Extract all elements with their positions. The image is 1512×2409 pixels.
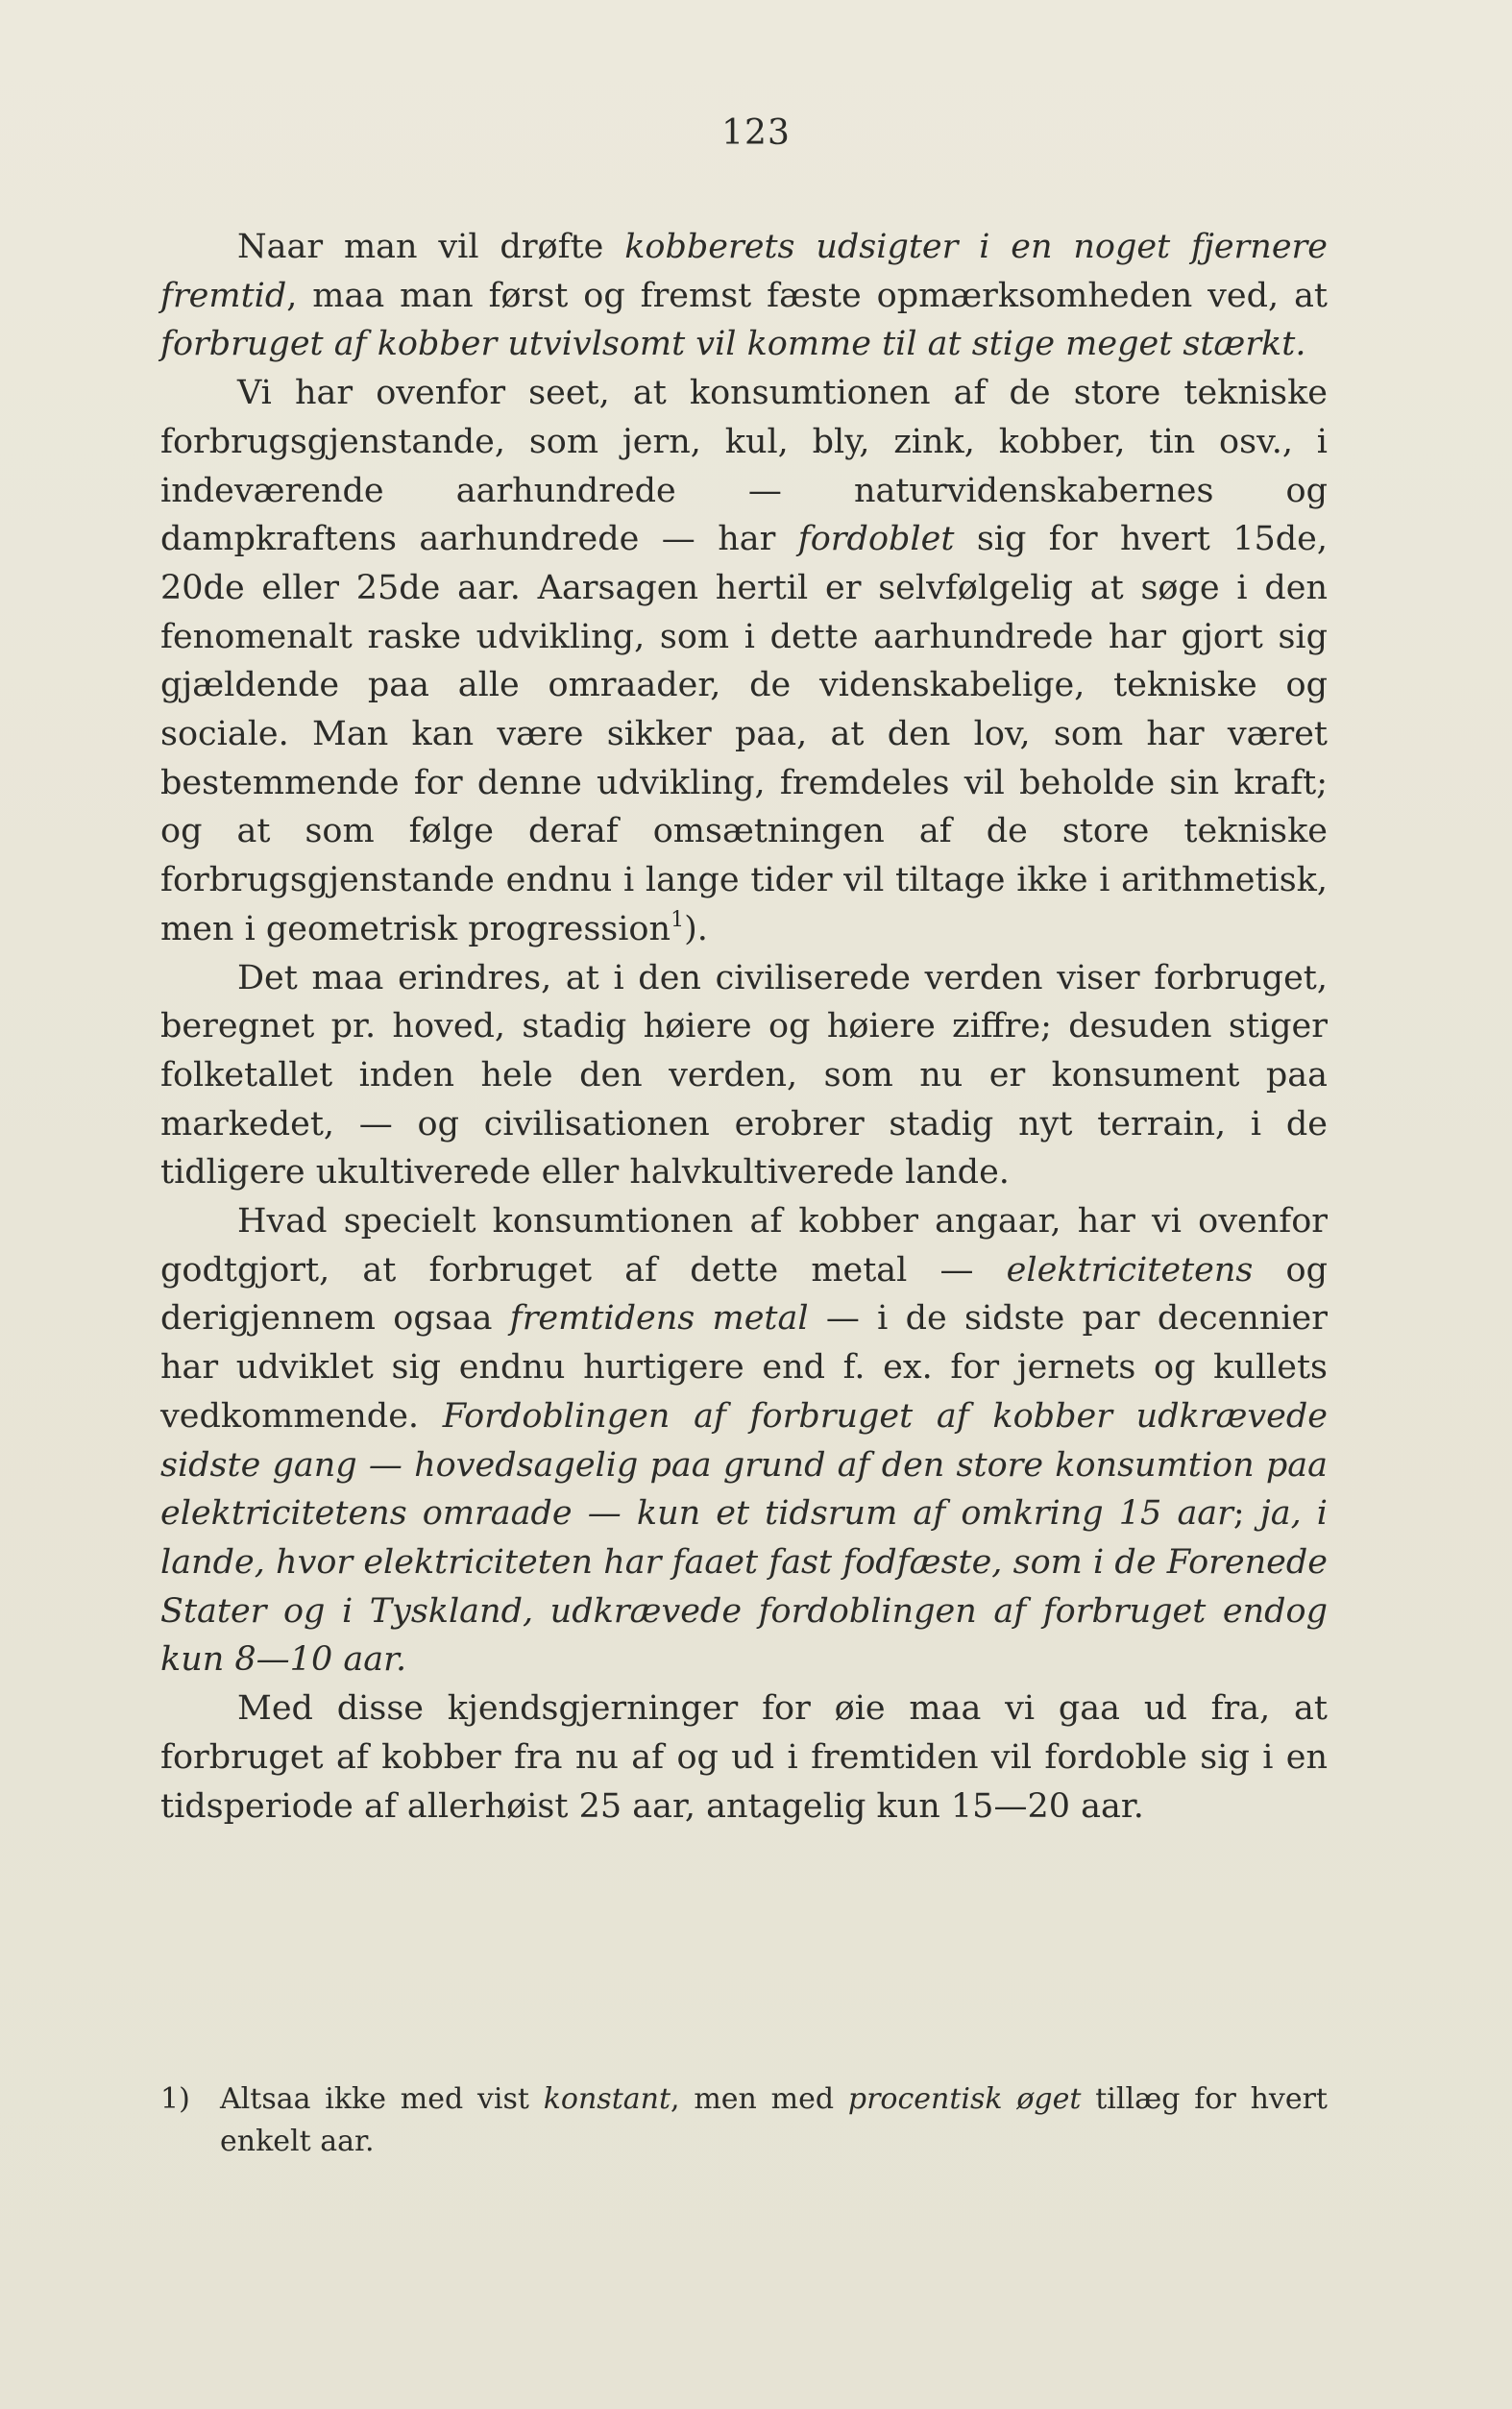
text-run: Det maa erindres, at i den civiliserede verden viser forbruget, beregnet pr. hoved, stadig høiere og høiere ziffre; desuden stiger folketallet inden hele den verden, som nu er konsument paa markedet, — og civilisationen erobrer stadig nyt terrain, i de tidligere ukultiverede eller halvkultiverede lande. [160,958,1328,1192]
text-run: og derigjennem ogsaa [160,1250,1328,1339]
footnote-marker: 1) [160,2082,190,2116]
paragraph [160,369,1328,953]
italic-text-run: fremtidens metal [509,1299,809,1339]
italic-text-run: Fordoblingen af forbruget af kobber udkrævede sidste gang — hovedsagelig paa grund af den store konsumtion paa elektricitetens omraade — kun et tidsrum af omkring 15 aar [160,1396,1328,1534]
text-run: Hvad specielt konsumtionen af kobber angaar, har vi ovenfor godtgjort, at forbruget af dette metal — [160,1202,1328,1290]
paragraph [160,223,1328,369]
italic-text-run: konstant [543,2082,671,2116]
text-run: ). [684,909,708,948]
italic-text-run: ja, i lande, hvor elektriciteten har faaet fast fodfæste, som i de Forenede Stater og i Tyskland, udkrævede fordoblingen af forbruget endog kun 8—10 aar. [160,1494,1329,1680]
text-run: sig for hvert 15de, 20de eller 25de aar. Aarsagen hertil er selvfølgelig at søge i den fenomenalt raske udvikling, som i dette aarhundrede har gjort sig gjældende paa alle omraader, de videnskabelige, tekniske og sociale. Man kan være sikker paa, at den lov, som har været bestemmende for denne udvikling, fremdeles vil beholde sin kraft; og at som følge deraf omsætningen af de store tekniske forbrugsgjenstande endnu i lange tider vil tiltage ikke i arithmetisk, men i geometrisk progression [160,520,1328,948]
main-text [160,223,1328,1831]
text-run: tillæg for hvert enkelt aar. [220,2082,1328,2158]
text-run: ; [1232,1494,1260,1534]
footnotes [160,2078,1328,2163]
text-run: Altsaa ikke med vist [220,2082,544,2116]
italic-text-run: kobberets udsigter i en noget fjernere fremtid [160,228,1328,315]
italic-text-run: forbruget af kobber utvivlsomt vil komme til at stige meget stærkt. [160,325,1306,364]
text-run: , maa man først og fremst fæste opmærksomheden ved, at [286,276,1328,315]
footnote-reference: 1 [671,907,685,932]
text-run: Med disse kjendsgjerninger for øie maa vi gaa ud fra, at forbruget af kobber fra nu af og ud i fremtiden vil fordoble sig i en tidsperiode af allerhøist 25 aar, antagelig kun 15—20 aar. [160,1689,1328,1826]
italic-text-run: elektricitetens [1006,1250,1254,1290]
page-number: 123 [721,113,791,153]
text-run: Vi har ovenfor seet, at konsumtionen af de store tekniske forbrugsgjenstande, som jern, kul, bly, zink, kobber, tin osv., i indeværende aarhundrede — naturvidenskabernes og dampkraftens aarhundrede — har [160,374,1328,559]
italic-text-run: procentisk øget [847,2082,1082,2116]
paragraph [160,954,1328,1198]
text-run: , men med [671,2082,848,2116]
paragraph [160,1197,1328,1684]
text-run: Naar man vil drøfte [237,228,625,266]
footnote [160,2078,1328,2163]
italic-text-run: fordoblet [797,520,955,559]
paragraph [160,1684,1328,1831]
text-run: — i de sidste par decennier har udviklet sig endnu hurtigere end f. ex. for jernets og kullets vedkommende. [160,1299,1328,1436]
